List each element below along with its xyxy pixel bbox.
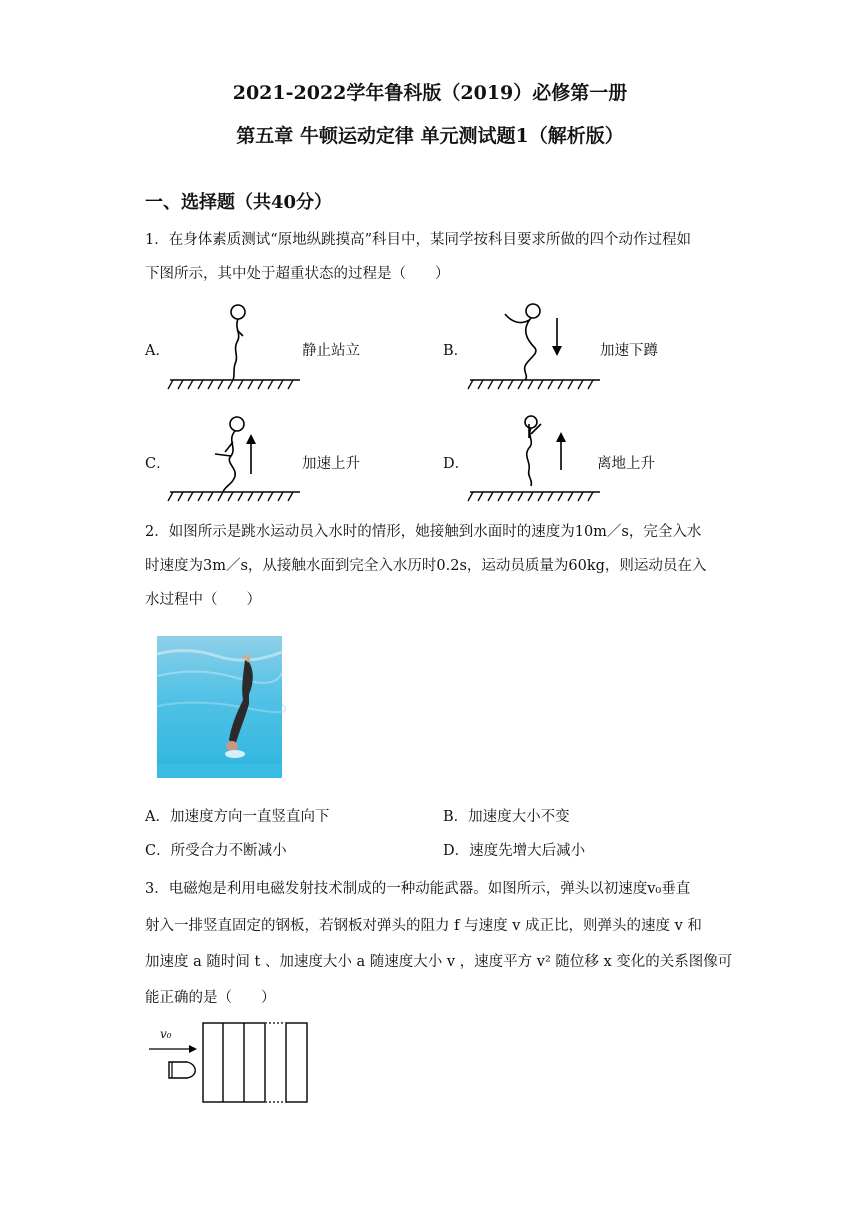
q1-figure-a	[165, 300, 310, 395]
q2-option-c: C．所受合力不断减小	[145, 843, 287, 859]
q1-option-d-letter: D．	[443, 456, 470, 472]
q2-line3: 水过程中（ ）	[145, 592, 261, 608]
q1-option-d-label: 离地上升	[597, 456, 655, 472]
document-title-line1: 2021-2022学年鲁科版（2019）必修第一册	[232, 82, 628, 104]
q3-line2: 射入一排竖直固定的钢板，若钢板对弹头的阻力 f 与速度 v 成正比，则弹头的速度 v 和	[145, 918, 702, 934]
q1-option-a-letter: A．	[145, 343, 170, 359]
q1-figure-c	[165, 412, 310, 507]
q3-line4: 能正确的是（ ）	[145, 990, 276, 1006]
q1-option-b-letter: B．	[443, 343, 469, 359]
diver-photo	[157, 636, 282, 778]
q1-line1: 1．在身体素质测试“原地纵跳摸高”科目中，某同学按科目要求所做的四个动作过程如	[145, 232, 692, 248]
q1-option-a-label: 静止站立	[302, 343, 360, 359]
section-heading: 一、选择题（共40分）	[145, 192, 333, 213]
q2-line1: 2．如图所示是跳水运动员入水时的情形，她接触到水面时的速度为10m／s，完全入水	[145, 524, 702, 540]
q3-line1: 3．电磁炮是利用电磁发射技术制成的一种动能武器。如图所示，弹头以初速度v₀垂直	[145, 881, 691, 897]
q1-line2: 下图所示，其中处于超重状态的过程是（ ）	[145, 266, 450, 282]
document-title-line2: 第五章 牛顿运动定律 单元测试题1（解析版）	[236, 125, 624, 147]
q3-figure	[145, 1020, 315, 1120]
q2-option-b: B．加速度大小不变	[443, 809, 570, 825]
q2-option-a: A．加速度方向一直竖直向下	[145, 809, 330, 825]
q3-line3: 加速度 a 随时间 t 、加速度大小 a 随速度大小 v ，速度平方 v² 随位移 x 变化的关系图像可	[145, 954, 733, 970]
q1-option-b-label: 加速下蹲	[600, 343, 658, 359]
q1-option-c-letter: C．	[145, 456, 171, 472]
q1-option-c-label: 加速上升	[302, 456, 360, 472]
q1-figure-d	[465, 412, 610, 507]
q2-line2: 时速度为3m／s，从接触水面到完全入水历时0.2s，运动员质量为60kg，则运动员在入	[145, 558, 707, 574]
q3-figure-v0-label: v₀	[160, 1027, 172, 1041]
q2-option-d: D．速度先增大后减小	[443, 843, 586, 859]
q1-figure-b	[465, 300, 610, 395]
